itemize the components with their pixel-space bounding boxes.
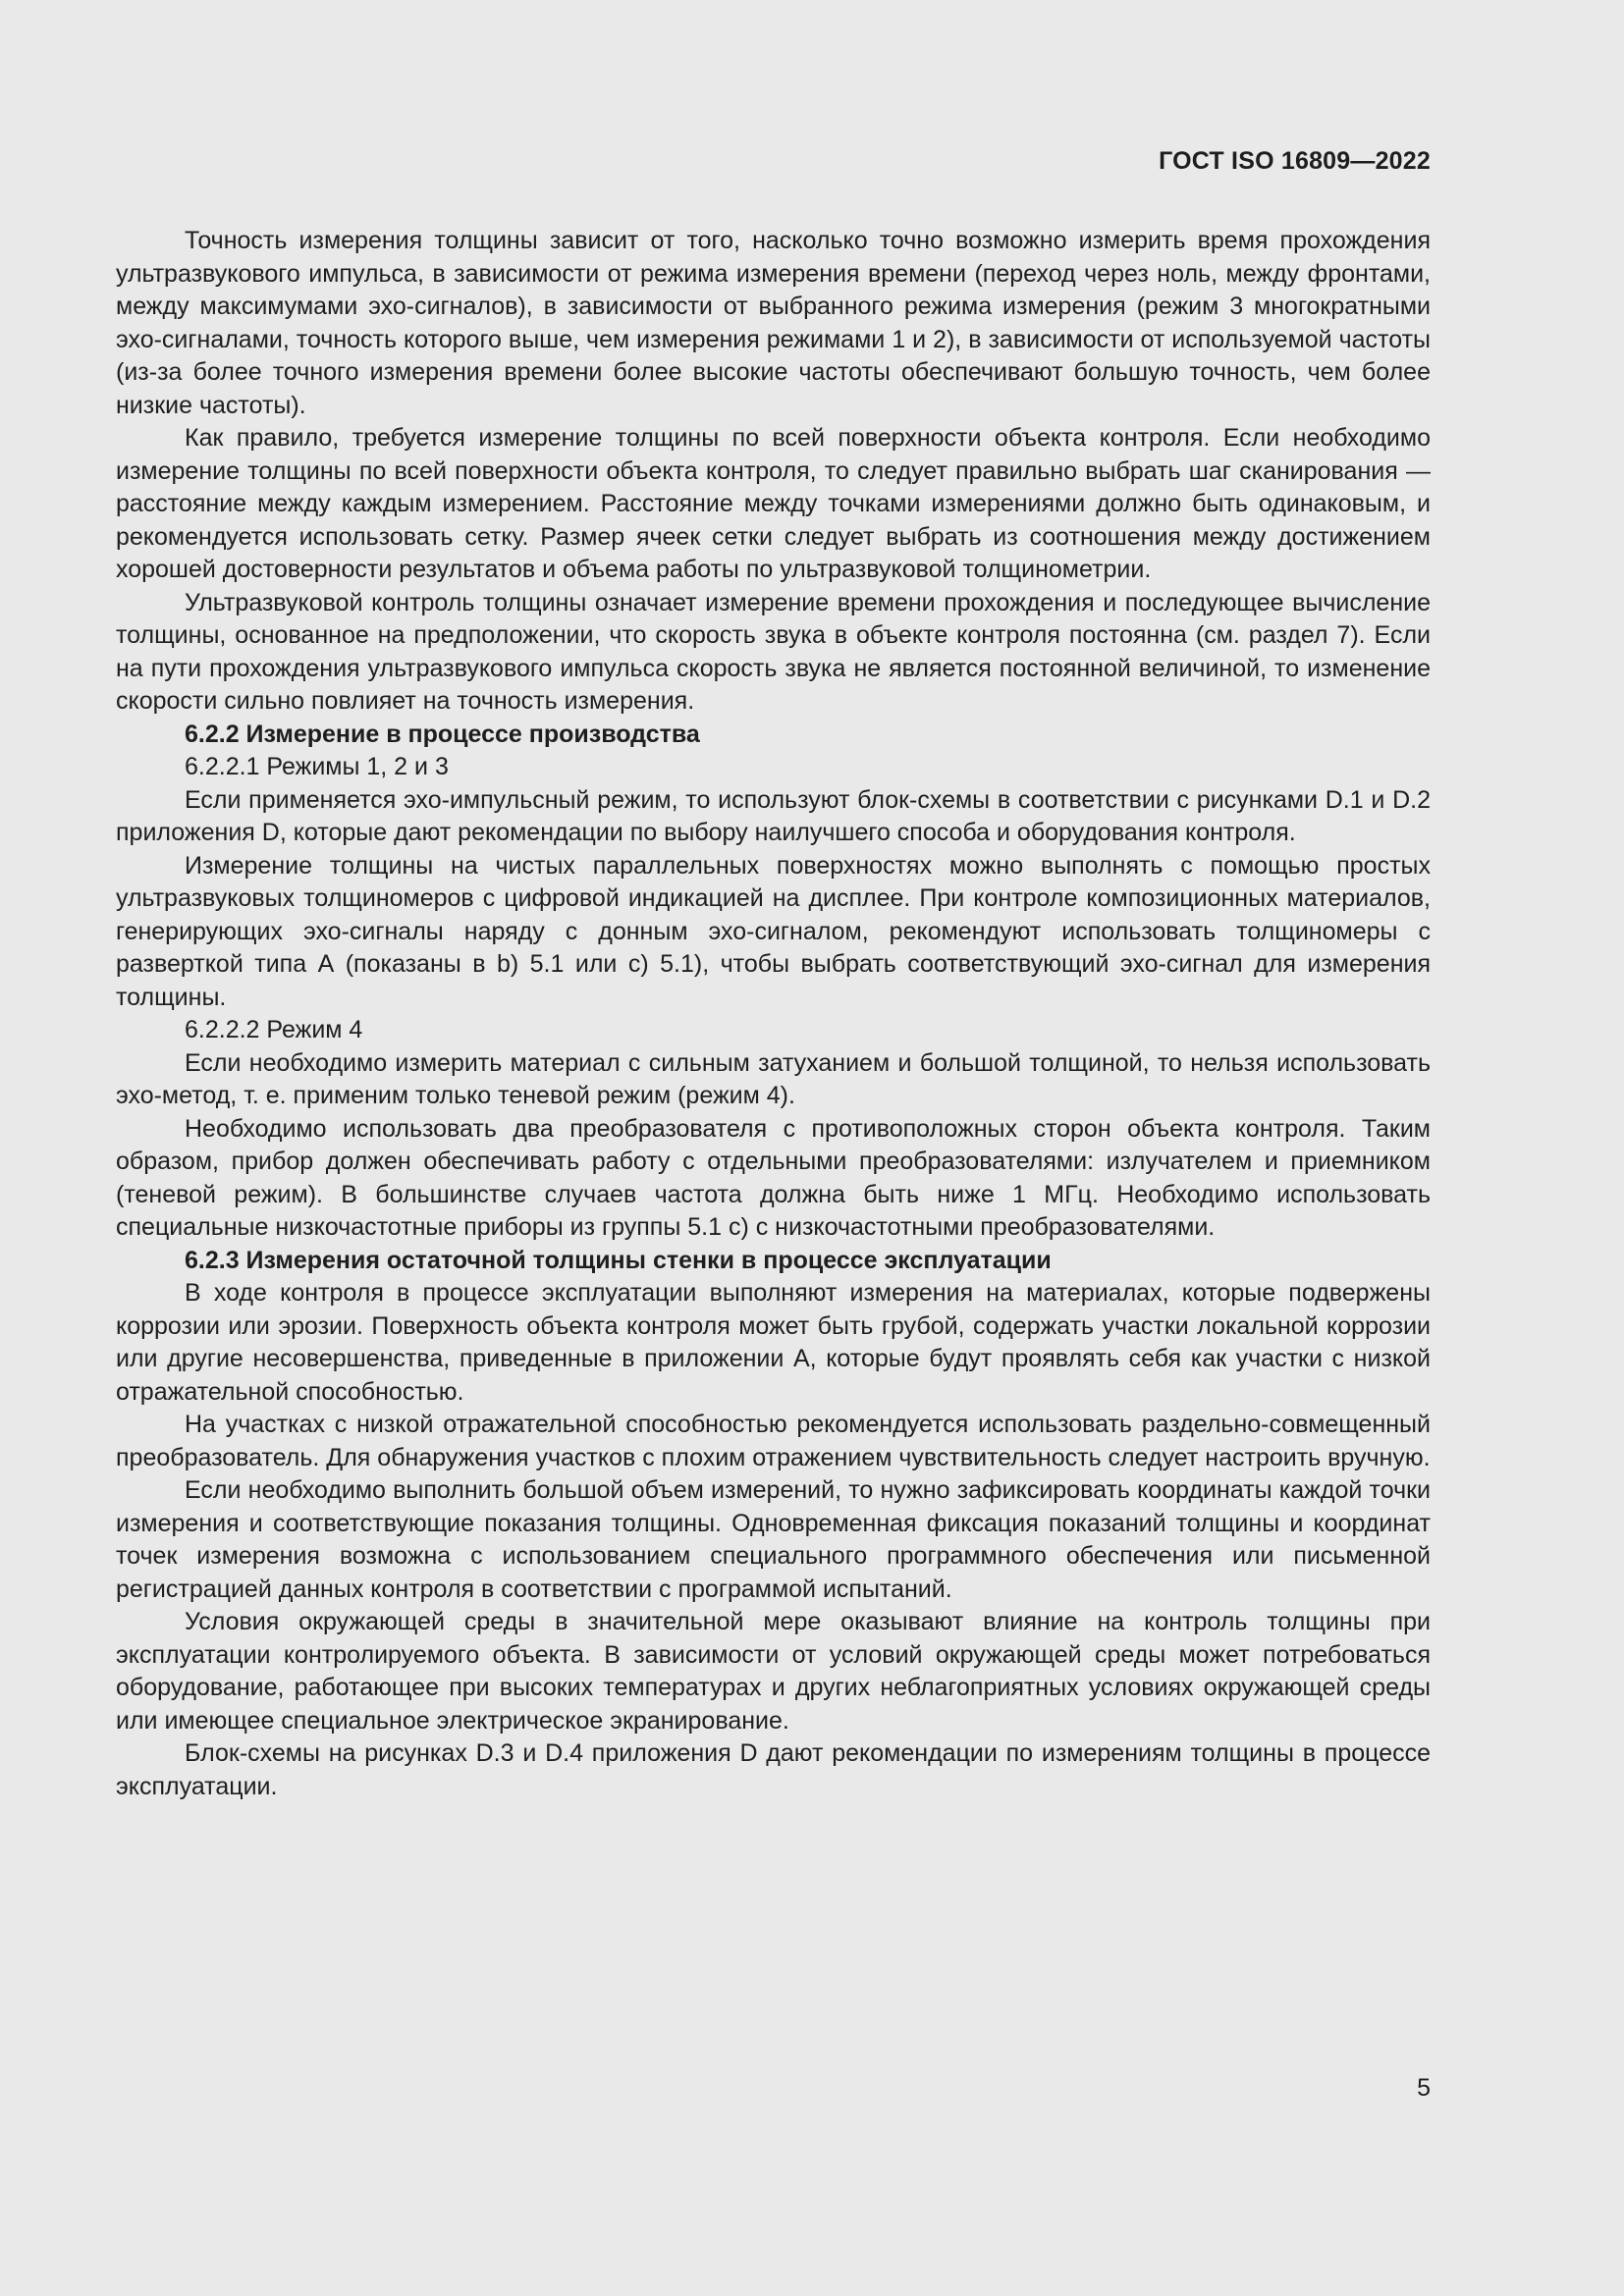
paragraph: Точность измерения толщины зависит от того, насколько точно возможно измерить время прохождения ультразвукового импульса, в зависимости от режима измерения времени (переход через ноль, между фронтами, между максимумами эхо-сигналов), в зависимости от выбранного режима измерения (режим 3 многократными эхо-сигналами, точность которого выше, чем измерения режимами 1 и 2), в зависимости от используемой частоты (из-за более точного измерения времени более высокие частоты обеспечивают большую точность, чем более низкие частоты). <box>116 227 1431 419</box>
paragraph: Как правило, требуется измерение толщины по всей поверхности объекта контроля. Если необходимо измерение толщины по всей поверхности объекта контроля, то следует правильно выбрать шаг сканирования — расстояние между каждым измерением. Расстояние между точками измерениями должно быть одинаковым, и рекомендуется использовать сетку. Размер ячеек сетки следует выбрать из соотношения между достижением хорошей достоверности результатов и объема работы по ультразвуковой толщинометрии. <box>116 424 1431 583</box>
paragraph: Блок-схемы на рисунках D.3 и D.4 приложения D дают рекомендации по измерениям толщины в процессе эксплуатации. <box>116 1739 1431 1800</box>
paragraph: Условия окружающей среды в значительной мере оказывают влияние на контроль толщины при эксплуатации контролируемого объекта. В зависимости от условий окружающей среды может потребоваться оборудование, работающее при высоких температурах и других неблагоприятных условиях окружающей среды или имеющее специальное электрическое экранирование. <box>116 1608 1431 1735</box>
document-body <box>116 225 1431 1803</box>
section-heading-6-2-3: 6.2.3 Измерения остаточной толщины стенки в процессе эксплуатации <box>185 1246 1052 1274</box>
document-header: ГОСТ ISO 16809—2022 <box>1159 147 1431 175</box>
subsection-heading-6-2-2-1: 6.2.2.1 Режимы 1, 2 и 3 <box>185 753 449 780</box>
paragraph: Необходимо использовать два преобразователя с противоположных сторон объекта контроля. Таким образом, прибор должен обеспечивать работу с отдельными преобразователями: излучателем и приемником (теневой режим). В большинстве случаев частота должна быть ниже 1 МГц. Необходимо использовать специальные низкочастотные приборы из группы 5.1 с) с низкочастотными преобразователями. <box>116 1114 1431 1241</box>
paragraph: Если необходимо измерить материал с сильным затуханием и большой толщиной, то нельзя использовать эхо-метод, т. е. применим только теневой режим (режим 4). <box>116 1048 1431 1109</box>
subsection-heading-6-2-2-2: 6.2.2.2 Режим 4 <box>185 1016 363 1043</box>
paragraph: Если необходимо выполнить большой объем измерений, то нужно зафиксировать координаты каждой точки измерения и соответствующие показания толщины. Одновременная фиксация показаний толщины и координат точек измерения возможна с использованием специального программного обеспечения или письменной регистрацией данных контроля в соответствии с программой испытаний. <box>116 1476 1431 1603</box>
paragraph: В ходе контроля в процессе эксплуатации выполняют измерения на материалах, которые подвержены коррозии или эрозии. Поверхность объекта контроля может быть грубой, содержать участки локальной коррозии или другие несовершенства, приведенные в приложении А, которые будут проявлять себя как участки с низкой отражательной способностью. <box>116 1279 1431 1406</box>
paragraph: Измерение толщины на чистых параллельных поверхностях можно выполнять с помощью простых ультразвуковых толщиномеров с цифровой индикацией на дисплее. При контроле композиционных материалов, генерирующих эхо-сигналы наряду с донным эхо-сигналом, рекомендуют использовать толщиномеры с разверткой типа А (показаны в b) 5.1 или с) 5.1), чтобы выбрать соответствующий эхо-сигнал для измерения толщины. <box>116 851 1431 1011</box>
paragraph: Ультразвуковой контроль толщины означает измерение времени прохождения и последующее вычисление толщины, основанное на предположении, что скорость звука в объекте контроля постоянна (см. раздел 7). Если на пути прохождения ультразвукового импульса скорость звука не является постоянной величиной, то изменение скорости сильно повлияет на точность измерения. <box>116 588 1431 715</box>
page-number: 5 <box>1417 2074 1431 2102</box>
paragraph: Если применяется эхо-импульсный режим, то используют блок-схемы в соответствии с рисунками D.1 и D.2 приложения D, которые дают рекомендации по выбору наилучшего способа и оборудования контроля. <box>116 785 1431 846</box>
section-heading-6-2-2: 6.2.2 Измерение в процессе производства <box>185 720 700 748</box>
paragraph: На участках с низкой отражательной способностью рекомендуется использовать раздельно-совмещенный преобразователь. Для обнаружения участков с плохим отражением чувствительность следует настроить вручную. <box>116 1411 1431 1471</box>
